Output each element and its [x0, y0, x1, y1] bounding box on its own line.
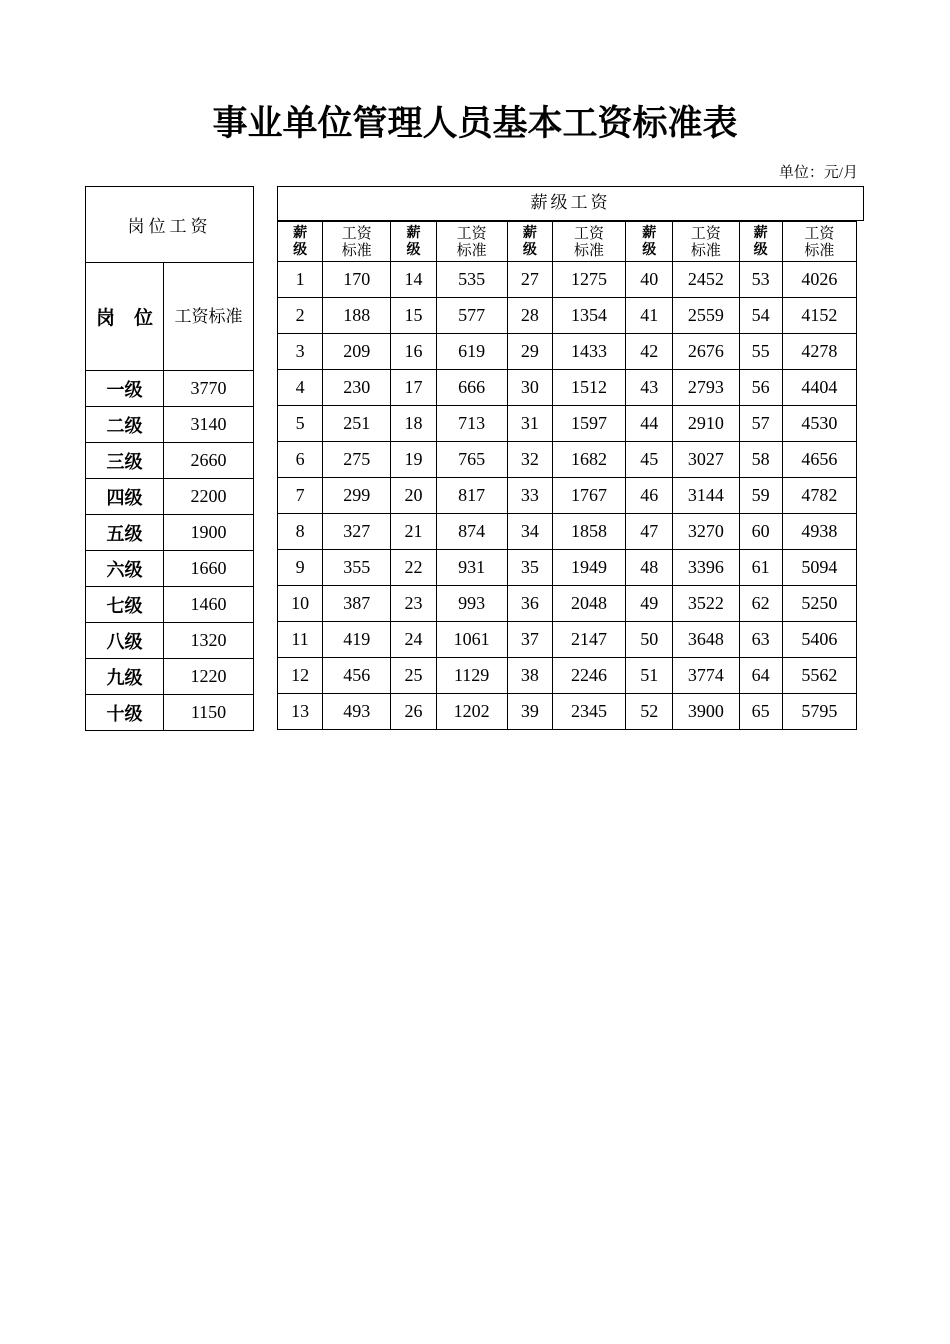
grade-number: 51 — [626, 658, 673, 694]
grade-amount: 1061 — [436, 622, 507, 658]
grade-number: 8 — [278, 514, 323, 550]
grade-number: 9 — [278, 550, 323, 586]
grade-number: 42 — [626, 334, 673, 370]
grade-amount: 4152 — [782, 298, 856, 334]
position-amount: 1660 — [164, 551, 254, 587]
table-row — [86, 479, 254, 515]
table-row — [278, 586, 857, 622]
grade-number: 35 — [507, 550, 552, 586]
grade-amount: 3774 — [673, 658, 739, 694]
grade-column-header: 薪 级 — [626, 222, 673, 262]
grade-amount: 1949 — [552, 550, 625, 586]
grade-amount: 275 — [323, 442, 391, 478]
grade-standard-column-header: 工资 标准 — [552, 222, 625, 262]
grade-column-header: 薪 级 — [278, 222, 323, 262]
table-row — [278, 478, 857, 514]
grade-number: 61 — [739, 550, 782, 586]
position-level: 十级 — [86, 695, 164, 731]
grade-number: 4 — [278, 370, 323, 406]
grade-amount: 817 — [436, 478, 507, 514]
grade-number: 3 — [278, 334, 323, 370]
grade-amount: 4404 — [782, 370, 856, 406]
grade-amount: 5094 — [782, 550, 856, 586]
grade-number: 62 — [739, 586, 782, 622]
position-amount: 2660 — [164, 443, 254, 479]
table-row — [86, 587, 254, 623]
grade-amount: 2676 — [673, 334, 739, 370]
grade-amount: 1512 — [552, 370, 625, 406]
grade-number: 24 — [391, 622, 436, 658]
grade-number: 11 — [278, 622, 323, 658]
table-row — [86, 443, 254, 479]
table-row — [86, 659, 254, 695]
grade-amount: 5795 — [782, 694, 856, 730]
grade-number: 41 — [626, 298, 673, 334]
grade-amount: 2793 — [673, 370, 739, 406]
table-row — [278, 262, 857, 298]
grade-number: 57 — [739, 406, 782, 442]
table-row — [278, 442, 857, 478]
grade-number: 65 — [739, 694, 782, 730]
grade-number: 40 — [626, 262, 673, 298]
grade-number: 25 — [391, 658, 436, 694]
grade-number: 55 — [739, 334, 782, 370]
grade-number: 64 — [739, 658, 782, 694]
position-column-header: 岗 位 — [86, 263, 164, 371]
grade-amount: 1858 — [552, 514, 625, 550]
grade-number: 53 — [739, 262, 782, 298]
grade-amount: 4026 — [782, 262, 856, 298]
grade-number: 14 — [391, 262, 436, 298]
table-row — [86, 407, 254, 443]
table-row — [86, 551, 254, 587]
position-amount: 1460 — [164, 587, 254, 623]
grade-amount: 3522 — [673, 586, 739, 622]
grade-standard-column-header: 工资 标准 — [323, 222, 391, 262]
grade-standard-column-header: 工资 标准 — [436, 222, 507, 262]
grade-amount: 3648 — [673, 622, 739, 658]
position-level: 三级 — [86, 443, 164, 479]
grade-column-header: 薪 级 — [507, 222, 552, 262]
table-row — [278, 298, 857, 334]
grade-amount: 666 — [436, 370, 507, 406]
grade-number: 16 — [391, 334, 436, 370]
grade-amount: 1129 — [436, 658, 507, 694]
grade-number: 37 — [507, 622, 552, 658]
table-row — [86, 515, 254, 551]
grade-amount: 3270 — [673, 514, 739, 550]
grade-number: 44 — [626, 406, 673, 442]
position-level: 一级 — [86, 371, 164, 407]
position-amount: 3770 — [164, 371, 254, 407]
position-salary-header: 岗位工资 — [86, 187, 254, 263]
position-amount: 1220 — [164, 659, 254, 695]
grade-number: 28 — [507, 298, 552, 334]
grade-amount: 2147 — [552, 622, 625, 658]
grade-number: 22 — [391, 550, 436, 586]
grade-amount: 456 — [323, 658, 391, 694]
table-row — [278, 694, 857, 730]
position-level: 九级 — [86, 659, 164, 695]
position-level: 五级 — [86, 515, 164, 551]
grade-amount: 1433 — [552, 334, 625, 370]
grade-number: 12 — [278, 658, 323, 694]
grade-number: 26 — [391, 694, 436, 730]
position-level: 七级 — [86, 587, 164, 623]
grade-amount: 327 — [323, 514, 391, 550]
grade-number: 58 — [739, 442, 782, 478]
grade-column-header: 薪 级 — [391, 222, 436, 262]
grade-number: 27 — [507, 262, 552, 298]
grade-amount: 3027 — [673, 442, 739, 478]
grade-number: 21 — [391, 514, 436, 550]
position-amount: 1150 — [164, 695, 254, 731]
grade-number: 48 — [626, 550, 673, 586]
grade-number: 39 — [507, 694, 552, 730]
grade-amount: 3144 — [673, 478, 739, 514]
table-row — [278, 550, 857, 586]
grade-number: 1 — [278, 262, 323, 298]
grade-number: 31 — [507, 406, 552, 442]
grade-amount: 5250 — [782, 586, 856, 622]
grade-number: 20 — [391, 478, 436, 514]
grade-amount: 765 — [436, 442, 507, 478]
grade-amount: 2452 — [673, 262, 739, 298]
grade-amount: 2559 — [673, 298, 739, 334]
grade-number: 2 — [278, 298, 323, 334]
grade-amount: 1202 — [436, 694, 507, 730]
grade-number: 63 — [739, 622, 782, 658]
grade-number: 46 — [626, 478, 673, 514]
grade-number: 43 — [626, 370, 673, 406]
grade-amount: 2246 — [552, 658, 625, 694]
grade-number: 6 — [278, 442, 323, 478]
grade-amount: 493 — [323, 694, 391, 730]
grade-amount: 535 — [436, 262, 507, 298]
table-row — [278, 334, 857, 370]
grade-amount: 4278 — [782, 334, 856, 370]
position-standard-column-header: 工资标准 — [164, 263, 254, 371]
grade-number: 17 — [391, 370, 436, 406]
table-row — [278, 514, 857, 550]
grade-amount: 931 — [436, 550, 507, 586]
grade-number: 50 — [626, 622, 673, 658]
grade-number: 15 — [391, 298, 436, 334]
grade-amount: 619 — [436, 334, 507, 370]
grade-number: 56 — [739, 370, 782, 406]
position-level: 四级 — [86, 479, 164, 515]
grade-amount: 5562 — [782, 658, 856, 694]
grade-amount: 5406 — [782, 622, 856, 658]
table-row — [278, 658, 857, 694]
position-amount: 1320 — [164, 623, 254, 659]
grade-amount: 419 — [323, 622, 391, 658]
grade-amount: 1767 — [552, 478, 625, 514]
grade-amount: 1354 — [552, 298, 625, 334]
grade-amount: 4530 — [782, 406, 856, 442]
grade-amount: 2048 — [552, 586, 625, 622]
grade-salary-table — [277, 221, 857, 730]
position-amount: 1900 — [164, 515, 254, 551]
grade-amount: 299 — [323, 478, 391, 514]
table-row — [86, 623, 254, 659]
grade-amount: 577 — [436, 298, 507, 334]
grade-column-header: 薪 级 — [739, 222, 782, 262]
position-salary-table — [85, 186, 254, 731]
position-amount: 2200 — [164, 479, 254, 515]
grade-amount: 1597 — [552, 406, 625, 442]
grade-number: 47 — [626, 514, 673, 550]
position-level: 二级 — [86, 407, 164, 443]
unit-label: 单位：元/月 — [778, 165, 858, 181]
grade-number: 36 — [507, 586, 552, 622]
grade-amount: 355 — [323, 550, 391, 586]
table-row — [278, 406, 857, 442]
grade-amount: 170 — [323, 262, 391, 298]
grade-amount: 874 — [436, 514, 507, 550]
grade-amount: 188 — [323, 298, 391, 334]
grade-salary-header: 薪级工资 — [277, 186, 864, 221]
grade-amount: 713 — [436, 406, 507, 442]
grade-number: 10 — [278, 586, 323, 622]
table-row — [86, 695, 254, 731]
grade-amount: 4656 — [782, 442, 856, 478]
table-row — [278, 622, 857, 658]
grade-amount: 993 — [436, 586, 507, 622]
grade-number: 13 — [278, 694, 323, 730]
grade-number: 38 — [507, 658, 552, 694]
position-level: 八级 — [86, 623, 164, 659]
grade-number: 23 — [391, 586, 436, 622]
grade-number: 33 — [507, 478, 552, 514]
table-row — [86, 371, 254, 407]
grade-number: 32 — [507, 442, 552, 478]
grade-number: 18 — [391, 406, 436, 442]
grade-amount: 209 — [323, 334, 391, 370]
grade-number: 34 — [507, 514, 552, 550]
grade-amount: 1682 — [552, 442, 625, 478]
position-level: 六级 — [86, 551, 164, 587]
grade-amount: 387 — [323, 586, 391, 622]
grade-number: 19 — [391, 442, 436, 478]
grade-amount: 1275 — [552, 262, 625, 298]
page-title: 事业单位管理人员基本工资标准表 — [212, 103, 738, 144]
table-row — [278, 370, 857, 406]
grade-standard-column-header: 工资 标准 — [782, 222, 856, 262]
grade-number: 59 — [739, 478, 782, 514]
grade-number: 52 — [626, 694, 673, 730]
grade-number: 60 — [739, 514, 782, 550]
grade-number: 7 — [278, 478, 323, 514]
grade-amount: 2345 — [552, 694, 625, 730]
grade-amount: 3396 — [673, 550, 739, 586]
position-amount: 3140 — [164, 407, 254, 443]
grade-amount: 230 — [323, 370, 391, 406]
grade-amount: 3900 — [673, 694, 739, 730]
grade-number: 5 — [278, 406, 323, 442]
grade-number: 45 — [626, 442, 673, 478]
grade-amount: 251 — [323, 406, 391, 442]
grade-standard-column-header: 工资 标准 — [673, 222, 739, 262]
grade-number: 30 — [507, 370, 552, 406]
grade-number: 54 — [739, 298, 782, 334]
grade-number: 49 — [626, 586, 673, 622]
grade-amount: 4938 — [782, 514, 856, 550]
grade-number: 29 — [507, 334, 552, 370]
grade-amount: 2910 — [673, 406, 739, 442]
grade-amount: 4782 — [782, 478, 856, 514]
